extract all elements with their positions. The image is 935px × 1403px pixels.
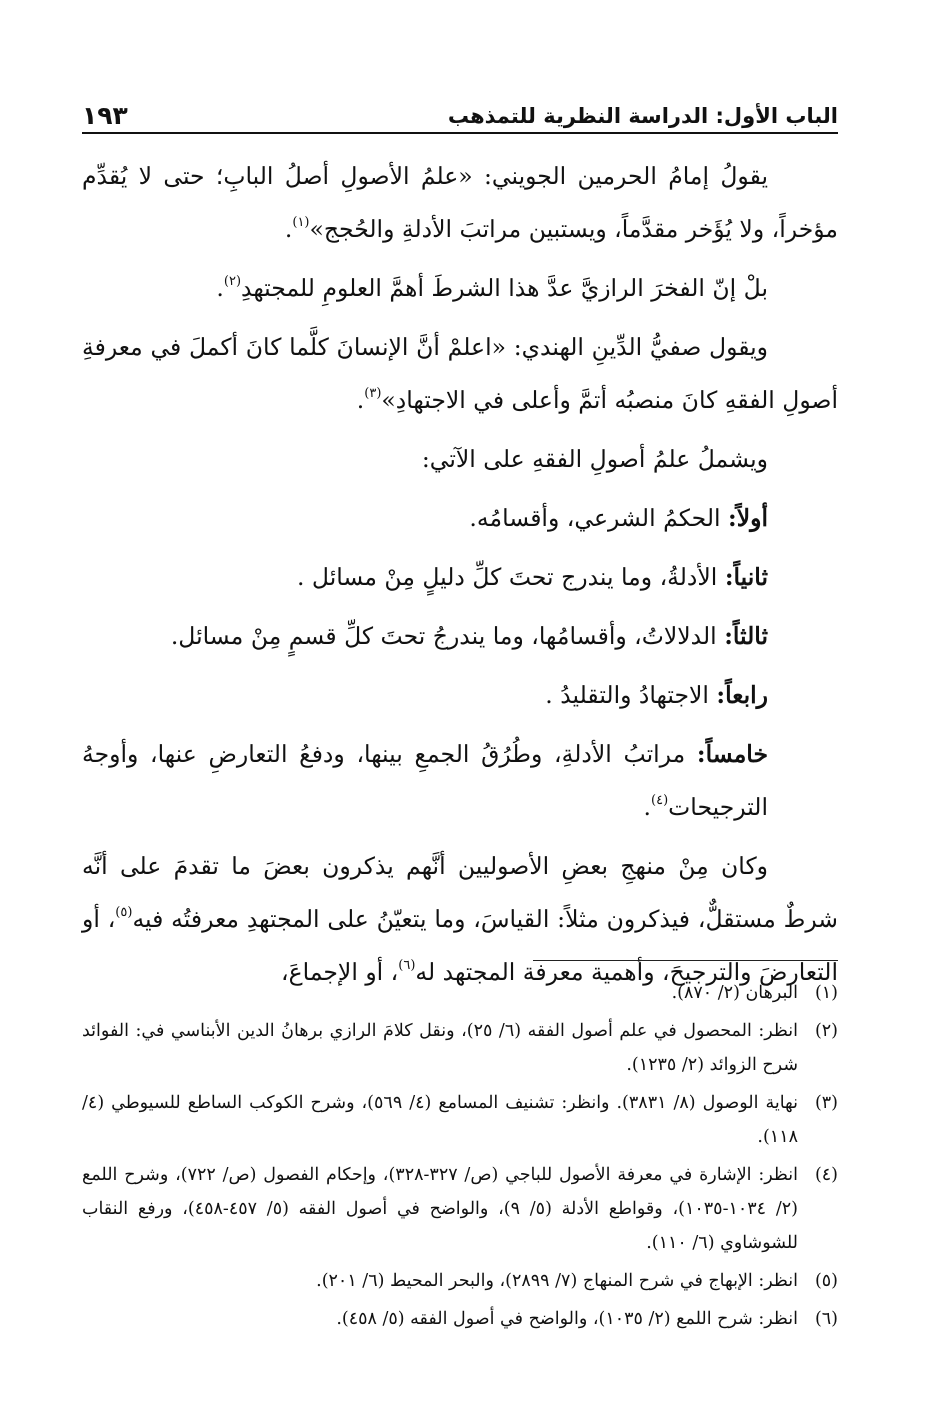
footnote-text: نهاية الوصول (٨/ ٣٨٣١). وانظر: تشنيف المسامع (٤/ ٥٦٩)، وشرح الكوكب الساطع للسيوطي (٤/ ١١٨). (82, 1093, 798, 1147)
footnote-number: (٥) (814, 1271, 838, 1291)
footnote-text: انظر: المحصول في علم أصول الفقه (٦/ ٢٥)، ونقل كلامَ الرازي برهانُ الدين الأبناسي في: الفوائد شرح الزوائد (٢/ ١٢٣٥). (82, 1021, 798, 1075)
footnote-number: (٣) (814, 1093, 838, 1113)
paragraph-intro-list (82, 433, 838, 486)
footnote-number: (٤) (814, 1165, 838, 1185)
list-item-text: مراتبُ الأدلةِ، وطُرُقُ الجمعِ بينها، ودفعُ التعارضِ عنها، وأوجهُ الترجيحات (82, 740, 768, 821)
footnote-ref: (٢) (223, 274, 242, 289)
paragraph-text: يقولُ إمامُ الحرمين الجويني: «علمُ الأصولِ أصلُ البابِ؛ حتى لا يُقدِّم مؤخراً، ولا يُؤَخر مقدَّماً، ويستبين مراتبَ الأدلةِ والحُجج» (82, 162, 838, 243)
list-item (82, 610, 838, 663)
paragraph-text: ويقول صفيُّ الدِّينِ الهندي: «اعلمْ أنَّ الإنسانَ كلَّما كانَ أكملَ في معرفةِ أصولِ الفقهِ كانَ منصبُه أتمَّ وأعلى في الاجتهادِ» (82, 333, 838, 414)
running-header (82, 92, 838, 134)
footnote-ref: (٣) (364, 386, 382, 401)
paragraph-razi: بلْ إنّ الفخرَ الرازيَّ عدَّ هذا الشرطَ أهمَّ العلومِ للمجتهدِ$^{(٢)}$. (216, 274, 768, 302)
paragraph-text: وكان مِنْ منهجِ بعضِ الأصوليين أنَّهم يذكرون بعضَ ما تقدمَ على أنَّه شرطٌ مستقلٌّ، فيذكرون مثلاً: القياسَ، وما يتعيّنُ على المجتهدِ معرفتُه فيه (82, 852, 838, 933)
list-item: خامساً: مراتبُ الأدلةِ، وطُرُقُ الجمعِ بينها، ودفعُ التعارضِ عنها، وأوجهُ الترجيحات$^{(٤)}$. (82, 740, 768, 821)
paragraph-juwayni: يقولُ إمامُ الحرمين الجويني: «علمُ الأصولِ أصلُ البابِ؛ حتى لا يُقدِّم مؤخراً، ولا يُؤَخر مقدَّماً، ويستبين مراتبَ الأدلةِ والحُجج»$^{(١)}$. (82, 162, 838, 243)
footnote (82, 976, 838, 1010)
footnote-divider (533, 960, 838, 961)
list-item (82, 492, 838, 545)
footnote-ref: (٥) (115, 905, 133, 920)
footnote (82, 1086, 838, 1154)
paragraph-text: ويشملُ علمُ أصولِ الفقهِ على الآتي: (421, 445, 768, 473)
paragraph-text: ، أو الإجماعَ، (281, 958, 399, 986)
chapter-title: الباب الأول: الدراسة النظرية للتمذهب (447, 104, 838, 128)
footnote-number: (٦) (814, 1309, 838, 1329)
list-item-text: الحكمُ الشرعي، وأقسامُه. (469, 504, 721, 532)
footnote (82, 1264, 838, 1298)
footnotes (82, 976, 838, 1340)
footnote-number: (١) (814, 983, 838, 1003)
paragraph-text: بلْ إنّ الفخرَ الرازيَّ عدَّ هذا الشرطَ أهمَّ العلومِ للمجتهدِ (241, 274, 768, 302)
main-text (82, 150, 838, 1005)
list-item-label: ثالثاً: (724, 622, 768, 650)
footnote-text: انظر: شرح اللمع (٢/ ١٠٣٥)، والواضح في أصول الفقه (٥/ ٤٥٨). (336, 1309, 798, 1329)
footnote-text: البرهان (٢/ ٨٧٠). (671, 983, 798, 1003)
paragraph-hindi: ويقول صفيُّ الدِّينِ الهندي: «اعلمْ أنَّ الإنسانَ كلَّما كانَ أكملَ في معرفةِ أصولِ الفقهِ كانَ منصبُه أتمَّ وأعلى في الاجتهادِ»$^{(٣)}$. (82, 333, 838, 414)
footnote-text: انظر: الإشارة في معرفة الأصول للباجي (ص/ ٣٢٧-٣٢٨)، وإحكام الفصول (ص/ ٧٢٢)، وشرح اللمع (٢/ ١٠٣٤-١٠٣٥)، وقواطع الأدلة (٥/ ٩)، والواضح في أصول الفقه (٥/ ٤٥٧-٤٥٨)، ورفع النقاب للشوشاوي (٦/ ١١٠). (82, 1165, 798, 1253)
list-item-label: رابعاً: (716, 681, 768, 709)
list-item-label: خامساً: (696, 740, 768, 768)
footnote-ref: (٤) (651, 793, 669, 808)
list-item-text: الأدلةُ، وما يندرج تحتَ كلِّ دليلٍ مِنْ مسائل . (296, 563, 718, 591)
page-number: ١٩٣ (82, 101, 128, 130)
list-item-label: ثانياً: (724, 563, 768, 591)
list-item (82, 669, 838, 722)
list-item-text: الدلالاتُ، وأقسامُها، وما يندرجُ تحتَ كلِّ قسمٍ مِنْ مسائل. (170, 622, 717, 650)
footnote (82, 1158, 838, 1260)
list-item-text: الاجتهادُ والتقليدُ . (545, 681, 709, 709)
footnote-number: (٢) (814, 1021, 838, 1041)
footnote-ref: (٦) (398, 958, 416, 973)
footnote (82, 1014, 838, 1082)
footnote-ref: (١) (292, 215, 310, 230)
list-item (82, 551, 838, 604)
paragraph-text: ، أو التعارضَ والترجيحَ، وأهمية معرفة المجتهد له (82, 905, 838, 986)
list-item-label: أولاً: (728, 504, 768, 532)
footnote (82, 1302, 838, 1336)
footnote-text: انظر: الإبهاج في شرح المنهاج (٧/ ٢٨٩٩)، والبحر المحيط (٦/ ٢٠١). (316, 1271, 798, 1291)
